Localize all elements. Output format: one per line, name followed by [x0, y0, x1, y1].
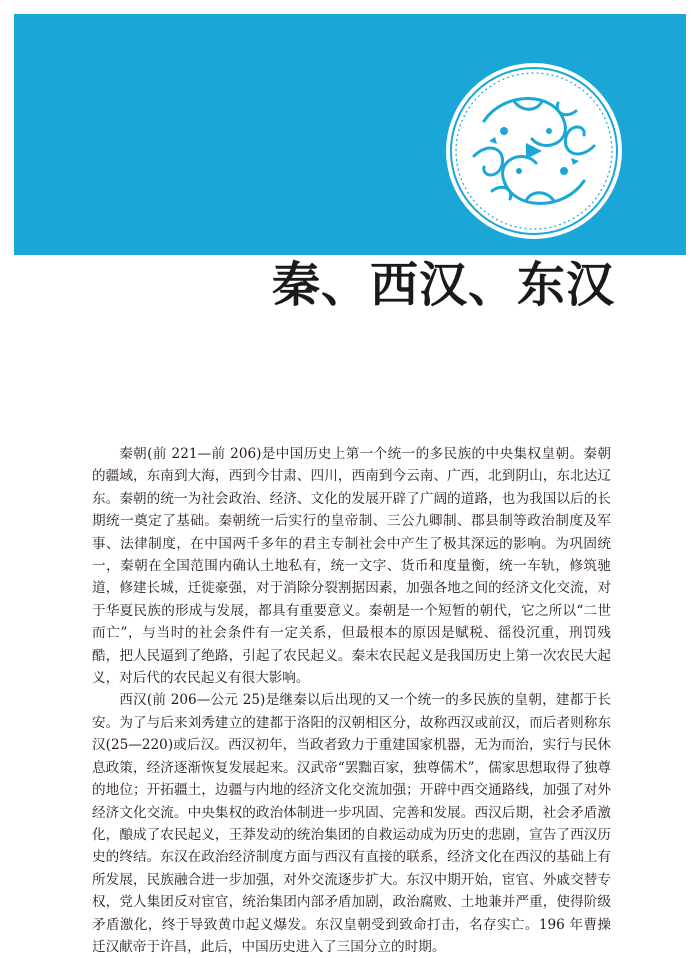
paragraph-han: 西汉(前 206—公元 25)是继秦以后出现的又一个统一的多民族的皇朝，建都于长安。为了与后来刘秀建立的建都于洛阳的汉朝相区分，故称西汉或前汉，而后者则称东汉(25—220)或后汉。西汉初年，当政者致力于重建国家机器，无为而治，实行与民休息政策，经济逐渐恢复发展起来。汉武帝“罢黜百家，独尊儒术”，儒家思想取得了独尊的地位；开拓疆土，边疆与内地的经济文化交流加强；开辟中西交通路线，加强了对外经济文化交流。中央集权的政治体制进一步巩固、完善和发展。西汉后期，社会矛盾激化，酿成了农民起义，王莽发动的统治集团的自救运动成为历史的悲剧，宣告了西汉历史的终结。东汉在政治经济制度方面与西汉有直接的联系，经济文化在西汉的基础上有所发展，民族融合进一步加强，对外交流逐步扩大。东汉中期开始，宦官、外戚交替专权，党人集团反对宦官，统治集团内部矛盾加剧，政治腐败、土地兼并严重，使得阶级矛盾激化，终于导致黄巾起义爆发。东汉皇朝受到致命打击，名存实亡。196 年曹操迁汉献帝于许昌，此后，中国历史进入了三国分立的时期。	[92, 692, 611, 955]
paragraph-qin: 秦朝(前 221—前 206)是中国历史上第一个统一的多民族的中央集权皇朝。秦朝的疆域，东南到大海，西到今甘肃、四川，西南到今云南、广西，北到阴山，东北达辽东。秦朝的统一为社会政治、经济、文化的发展开辟了广阔的道路，也为我国以后的长期统一奠定了基础。秦朝统一后实行的皇帝制、三公九卿制、郡县制等政治制度及军事、法律制度，在中国两千多年的君主专制社会中产生了极其深远的影响。为巩固统一，秦朝在全国范围内确认土地私有，统一文字、货币和度量衡，统一车轨，修筑驰道，修建长城，迁徙豪强，对于消除分裂割据因素，加强各地之间的经济文化交流，对于华夏民族的形成与发展，都具有重要意义。秦朝是一个短暂的朝代，它之所以“二世而亡”，与当时的社会条件有一定关系，但最根本的原因是赋税、徭役沉重，刑罚残酷，把人民逼到了绝路，引起了农民起义。秦末农民起义是我国历史上第一次农民大起义，对后代的农民起义有很大影响。	[92, 446, 611, 687]
body-text	[92, 443, 611, 958]
chapter-title: 秦、西汉、东汉	[271, 257, 615, 313]
header-banner	[14, 14, 686, 255]
phoenix-medallion-icon	[444, 61, 624, 241]
